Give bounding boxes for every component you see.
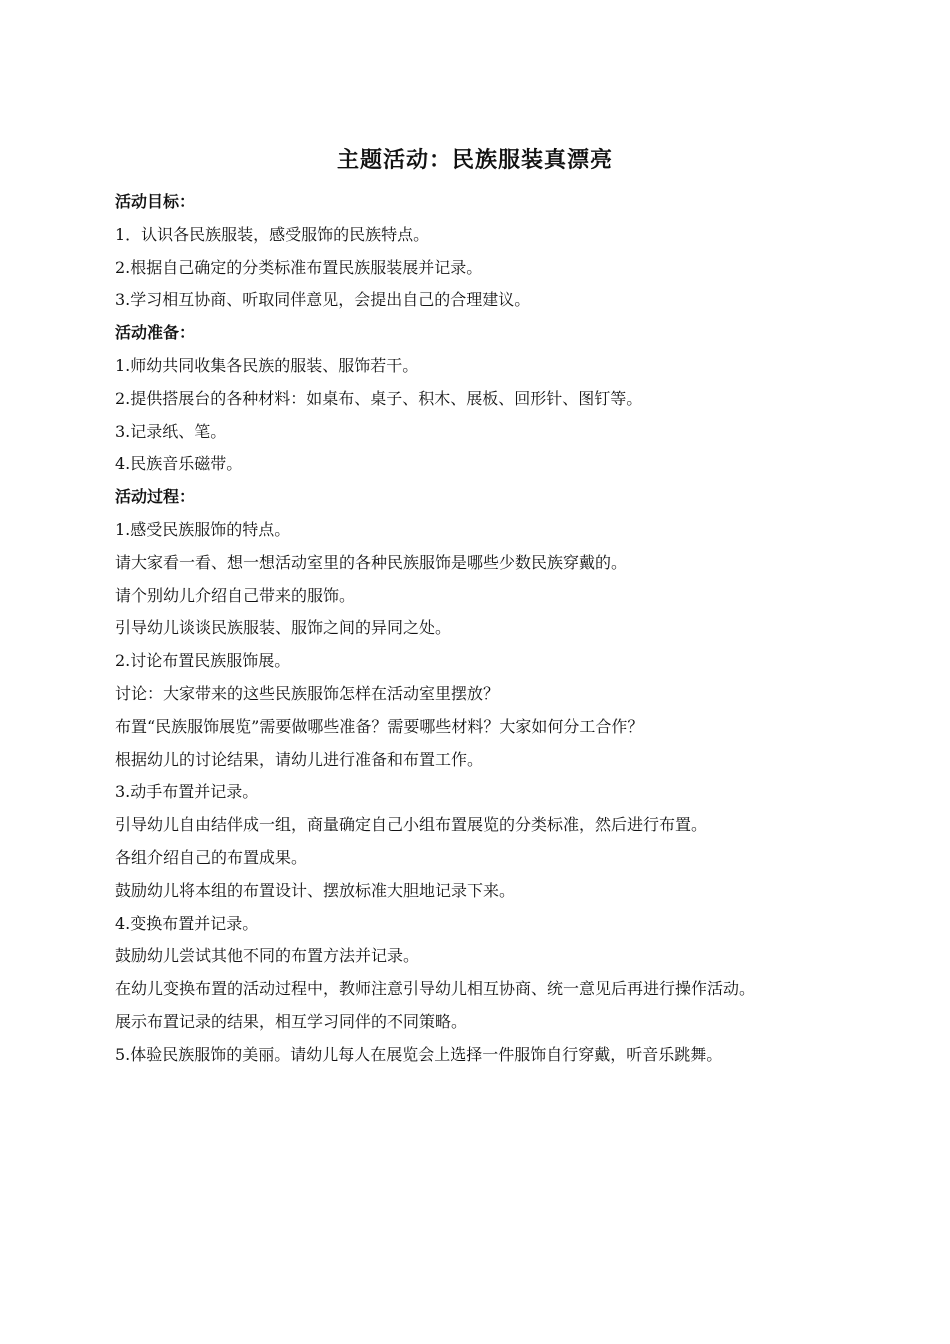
section-heading-goals: 活动目标： — [115, 192, 196, 211]
goal-item: 1．认识各民族服装，感受服饰的民族特点。 — [115, 224, 430, 244]
process-line: 鼓励幼儿将本组的布置设计、摆放标准大胆地记录下来。 — [115, 880, 516, 900]
process-step: 2.讨论布置民族服饰展。 — [115, 651, 291, 671]
preparation-item: 3.记录纸、笔。 — [115, 421, 227, 441]
section-heading-preparation: 活动准备： — [115, 323, 196, 343]
preparation-item: 4.民族音乐磁带。 — [115, 454, 243, 474]
process-step: 1.感受民族服饰的特点。 — [115, 519, 291, 539]
process-line: 引导幼儿谈谈民族服装、服饰之间的异同之处。 — [115, 618, 452, 638]
page-title: 主题活动：民族服装真漂亮 — [336, 148, 613, 173]
process-step: 4.变换布置并记录。 — [115, 913, 259, 933]
process-line: 布置“民族服饰展览”需要做哪些准备？需要哪些材料？大家如何分工合作？ — [115, 716, 644, 736]
process-step: 3.动手布置并记录。 — [115, 782, 259, 802]
process-line: 请个别幼儿介绍自己带来的服饰。 — [115, 585, 356, 605]
document-body — [115, 186, 915, 1072]
process-line: 各组介绍自己的布置成果。 — [115, 847, 308, 867]
goal-item: 2.根据自己确定的分类标准布置民族服装展并记录。 — [115, 257, 483, 277]
process-line: 请大家看一看、想一想活动室里的各种民族服饰是哪些少数民族穿戴的。 — [115, 552, 628, 572]
process-line: 展示布置记录的结果，相互学习同伴的不同策略。 — [115, 1011, 468, 1031]
process-step: 5.体验民族服饰的美丽。请幼儿每人在展览会上选择一件服饰自行穿戴，听音乐跳舞。 — [115, 1044, 723, 1064]
process-line: 根据幼儿的讨论结果，请幼儿进行准备和布置工作。 — [115, 749, 484, 769]
process-line: 讨论：大家带来的这些民族服饰怎样在活动室里摆放？ — [115, 683, 500, 703]
process-line: 鼓励幼儿尝试其他不同的布置方法并记录。 — [115, 946, 420, 966]
goal-item: 3.学习相互协商、听取同伴意见，会提出自己的合理建议。 — [115, 290, 531, 310]
preparation-item: 1.师幼共同收集各民族的服装、服饰若干。 — [115, 355, 419, 375]
process-line: 在幼儿变换布置的活动过程中，教师注意引导幼儿相互协商、统一意见后再进行操作活动。 — [115, 979, 756, 999]
process-line: 引导幼儿自由结伴成一组，商量确定自己小组布置展览的分类标准，然后进行布置。 — [115, 815, 708, 835]
preparation-item: 2.提供搭展台的各种材料：如桌布、桌子、积木、展板、回形针、图钉等。 — [115, 388, 643, 408]
section-heading-process: 活动过程： — [115, 487, 196, 507]
